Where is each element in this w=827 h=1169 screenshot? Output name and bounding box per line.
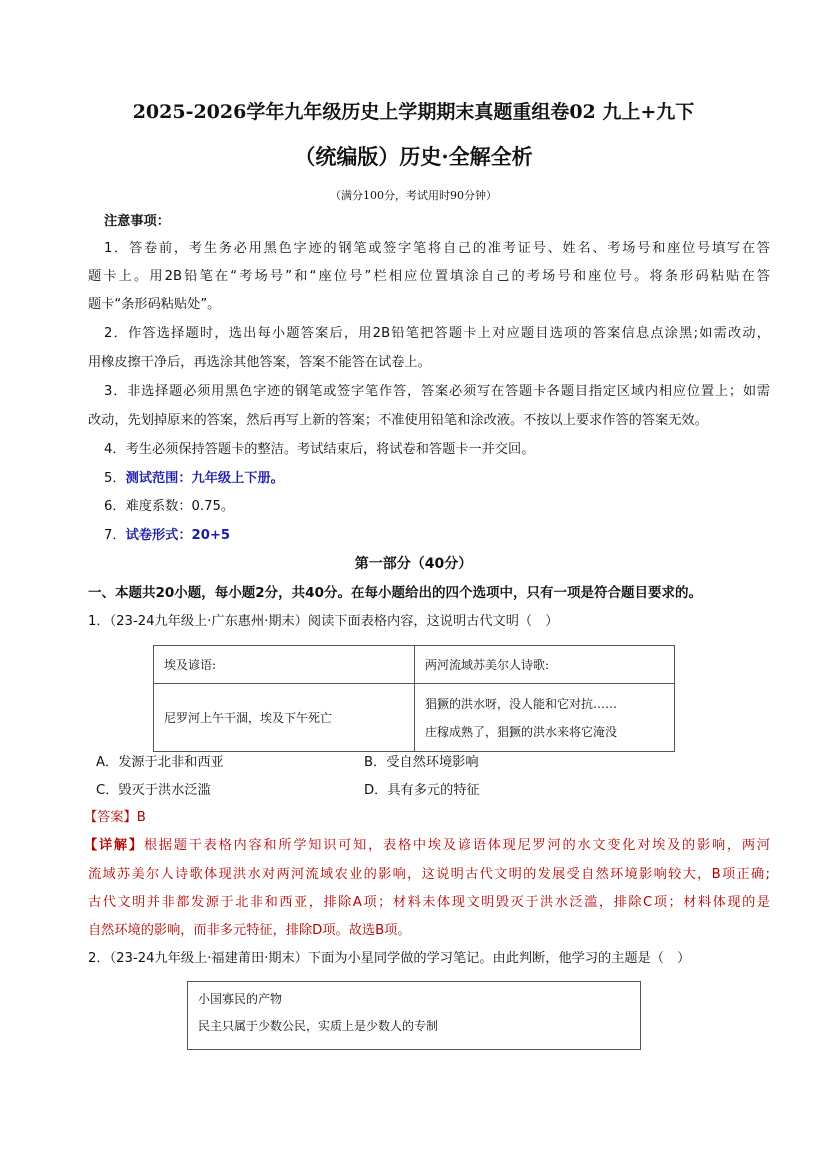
q1-option-a[interactable]: A．发源于北非和西亚: [96, 755, 224, 770]
table-cell-1: 尼罗河上午干涸，埃及下午死亡: [154, 684, 415, 752]
table-cell-2b: 庄稼成熟了，猖獗的洪水来将它淹没: [425, 724, 618, 739]
detail-text-1: 根据题干表格内容和所学知识可知，表格中埃及谚语体现尼罗河的水文变化对埃及的影响，两河: [143, 838, 771, 853]
q1-answer: 【答案】B: [84, 810, 146, 825]
note-7: [104, 528, 230, 544]
note-3b: 改动，先划掉原来的答案，然后再写上新的答案；不准使用铅笔和涂改液。不按以上要求作答的答案无效。: [88, 413, 708, 428]
note-3a: 3．非选择题必须用黑色字迹的钢笔或签字笔作答，答案必须写在答题卡各题目指定区域内相应位置上；如需: [104, 384, 770, 399]
note-5-text: 测试范围：九年级上下册。: [125, 471, 284, 486]
q1-detail-3: 古代文明并非都发源于北非和西亚，排除A项；材料未体现文明毁灭于洪水泛滥，排除C项；材料体现的是: [88, 895, 770, 910]
q2-note-2: 民主只属于少数公民，实质上是少数人的专制: [198, 1019, 439, 1033]
q2-stem: 2．（23-24九年级上·福建莆田·期末）下面为小星同学做的学习笔记。由此判断，他学习的主题是（ ）: [88, 951, 691, 966]
note-6: 6．难度系数：0.75。: [104, 499, 235, 514]
note-7-text: 试卷形式：20+5: [125, 528, 231, 543]
q1-detail-1: [84, 838, 770, 854]
subtitle: （满分100分，考试用时90分钟）: [330, 189, 497, 202]
table-header-2: 两河流域苏美尔人诗歌:: [415, 646, 675, 684]
q1-detail-2: 流域苏美尔人诗歌体现洪水对两河流域农业的影响，这说明古代文明的发展受自然环境影响较大，B项正确;: [88, 867, 770, 882]
note-1b: 题卡上。用2B铅笔在“考场号”和“座位号”栏相应位置填涂自己的考场号和座位号。将条形码粘贴在答: [88, 269, 770, 284]
detail-label: 【详解】: [84, 838, 144, 853]
table-header-1: 埃及谚语:: [154, 646, 415, 684]
section-instructions: 一、本题共20小题，每小题2分，共40分。在每小题给出的四个选项中，只有一项是符合题目要求的。: [88, 585, 702, 601]
table-cell-2: [415, 684, 675, 752]
note-7-num: 7．: [104, 528, 126, 543]
q1-table: [153, 645, 675, 752]
title-line2: （统编版）历史·全解全析: [294, 144, 533, 169]
q1-detail-4: 自然环境的影响，而非多元特征，排除D项。故选B项。: [88, 923, 411, 938]
note-5: [104, 471, 284, 487]
section-title: 第一部分（40分）: [354, 556, 473, 572]
note-5-num: 5．: [104, 471, 126, 486]
q1-option-d[interactable]: D．具有多元的特征: [364, 783, 480, 798]
q2-note-1: 小国寡民的产物: [198, 992, 283, 1006]
note-2a: 2．作答选择题时，选出每小题答案后，用2B铅笔把答题卡上对应题目选项的答案信息点涂黑;如需改动，: [104, 326, 770, 341]
q1-stem: 1．（23-24九年级上·广东惠州·期末）阅读下面表格内容，这说明古代文明（ ）: [88, 614, 559, 629]
note-2b: 用橡皮擦干净后，再选涂其他答案，答案不能答在试卷上。: [88, 355, 431, 370]
notes-heading: 注意事项：: [104, 214, 170, 229]
note-4: 4．考生必须保持答题卡的整洁。考试结束后，将试卷和答题卡一并交回。: [104, 442, 535, 457]
q2-note-box: [187, 981, 641, 1050]
q1-option-c[interactable]: C．毁灭于洪水泛滥: [96, 783, 211, 798]
note-1c: 题卡“条形码粘贴处”。: [88, 297, 221, 312]
table-cell-2a: 猖獗的洪水呀，没人能和它对抗……: [425, 696, 618, 711]
title-line1: 2025-2026学年九年级历史上学期期末真题重组卷02 九上+九下: [132, 101, 695, 123]
q1-option-b[interactable]: B．受自然环境影响: [364, 755, 479, 770]
note-1a: 1．答卷前，考生务必用黑色字迹的钢笔或签字笔将自己的准考证号、姓名、考场号和座位号填写在答: [104, 241, 770, 256]
